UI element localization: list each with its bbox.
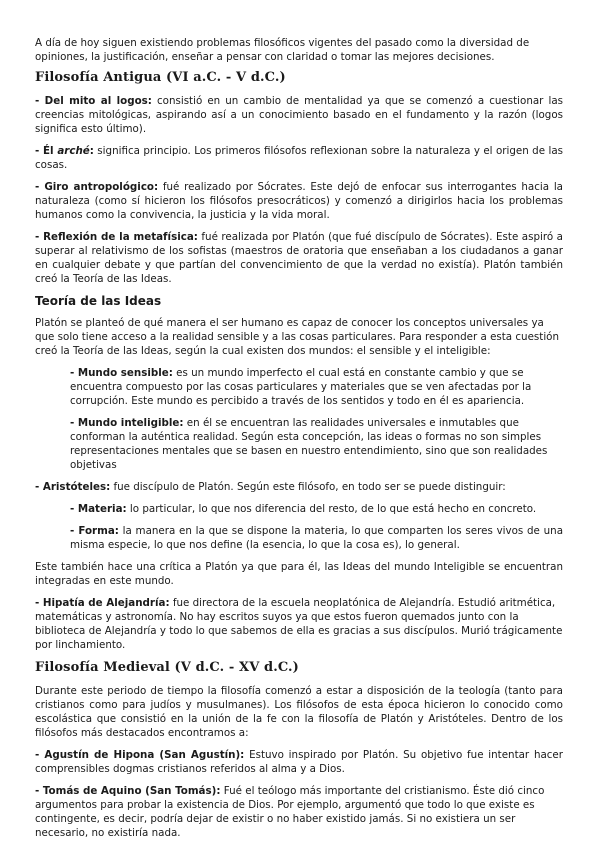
definition: la manera en la que se dispone la materia, lo que comparten los seres vivos de una misma especie, lo que nos define (la esencia, lo que la cosa es), lo general. <box>70 525 563 551</box>
document-body <box>35 36 563 848</box>
item-forma <box>70 524 563 552</box>
term: - Mundo sensible: <box>70 367 173 379</box>
term: - Forma: <box>70 525 119 537</box>
definition: lo particular, lo que nos diferencia del resto, de lo que está hecho en concreto. <box>126 503 537 515</box>
item-agustin <box>35 748 563 776</box>
item-mito-logos <box>35 94 563 136</box>
term: - Giro antropológico: <box>35 181 159 193</box>
term: arché <box>57 145 90 157</box>
definition: fue discípulo de Platón. Según este filósofo, en todo ser se puede distinguir: <box>110 481 506 493</box>
section-title-antigua: Filosofía Antigua (VI a.C. - V d.C.) <box>35 70 286 85</box>
item-mundo-inteligible <box>70 416 563 472</box>
term: - Hipatía de Alejandría: <box>35 597 170 609</box>
term: - Materia: <box>70 503 127 515</box>
critica-paragraph: Este también hace una crítica a Platón ya que para él, las Ideas del mundo Inteligible se encuentran integradas en este mundo. <box>35 561 563 587</box>
definition: en él se encuentran las realidades universales e inmutables que conforman la auténtica realidad. Según esta concepción, las ideas o formas no son simples representaciones mentales que se basen en nuestro entendimiento, sino que son realidades objetivas <box>70 417 548 471</box>
term-suffix: : <box>89 145 94 157</box>
definition: significa principio. Los primeros filósofos reflexionan sobre la naturaleza y el origen de las cosas. <box>35 145 563 171</box>
item-giro-antropologico <box>35 180 563 222</box>
item-aristoteles <box>35 480 563 494</box>
term: - Tomás de Aquino (San Tomás): <box>35 785 221 797</box>
item-materia <box>70 502 563 516</box>
item-tomas <box>35 784 563 840</box>
definition: Fué el teólogo más importante del cristianismo. Éste dió cinco argumentos para probar la existencia de Dios. Por ejemplo, argumentó que todo lo que existe es contingente, es decir, podría dejar de existir o no haber existido jamás. Si no existiera un ser necesario, no existiría nada. <box>35 785 545 839</box>
term-prefix: - Él <box>35 145 58 157</box>
definition: consistió en un cambio de mentalidad ya que se comenzó a cuestionar las creencias mitológicas, aspirando así a un conocimiento basado en el fundamento y la razón (logos significa esto último). <box>35 95 563 135</box>
term: - Mundo inteligible: <box>70 417 184 429</box>
item-metafisica <box>35 230 563 286</box>
definition: fue directora de la escuela neoplatónica de Alejandría. Estudió aritmética, matemáticas y astronomía. No hay escritos suyos ya que estos fueron quemados junto con la biblioteca de Alejandría y todo lo que sabemos de ella es gracias a sus discípulos. Murió trágicamente por linchamiento. <box>35 597 563 651</box>
term: - Aristóteles: <box>35 481 111 493</box>
definition: Estuvo inspirado por Platón. Su objetivo fue intentar hacer comprensibles dogmas cristianos referidos al alma y a Dios. <box>35 749 564 775</box>
term: - Agustín de Hipona (San Agustín): <box>35 749 245 761</box>
item-arche <box>35 144 563 172</box>
term: - Reflexión de la metafísica: <box>35 231 198 243</box>
ideas-intro: Platón se planteó de qué manera el ser humano es capaz de conocer los conceptos universales ya que solo tiene acceso a la realidad sensible y a las cosas particulares. Para responder a esta cuestión creó la Teoría de las Ideas, según la cual existen dos mundos: el sensible y el inteligible: <box>35 317 560 357</box>
definition: fué realizada por Platón (que fué discípulo de Sócrates). Este aspiró a superar al relativismo de los sofistas (maestros de oratoria que enseñaban a los ciudadanos a ganar en cualquier debate y que partían del convencimiento de que la verdad no existía). Platón también creó la Teoría de las Ideas. <box>35 231 563 285</box>
section-title-ideas: Teoría de las Ideas <box>35 294 162 308</box>
definition: fué realizado por Sócrates. Este dejó de enfocar sus interrogantes hacia la naturaleza (como sí hicieron los filósofos presocráticos) y comenzó a dirigirlos hacia los problemas humanos como la convivencia, la justicia y la vida moral. <box>35 181 563 221</box>
section-title-medieval: Filosofía Medieval (V d.C. - XV d.C.) <box>35 660 299 675</box>
medieval-intro: Durante este periodo de tiempo la filosofía comenzó a estar a disposición de la teología (tanto para cristianos como para judíos y musulmanes). Los filósofos de esta época hicieron lo conocido como escolástica que consistió en la unión de la fe con la filosofía de Platón y Aristóteles. Dentro de los filósofos más destacados encontramos a: <box>35 685 563 739</box>
item-mundo-sensible <box>70 366 563 408</box>
item-hipatia <box>35 596 563 652</box>
definition: es un mundo imperfecto el cual está en constante cambio y que se encuentra compuesto por las cosas particulares y materiales que se ven afectadas por la corrupción. Este mundo es percibido a través de los sentidos y todo en él es apariencia. <box>70 367 532 407</box>
intro-paragraph: A día de hoy siguen existiendo problemas filosóficos vigentes del pasado como la diversidad de opiniones, la justificación, enseñar a pensar con claridad o tomar las mejores decisiones. <box>35 37 530 63</box>
term: - Del mito al logos: <box>35 95 152 107</box>
